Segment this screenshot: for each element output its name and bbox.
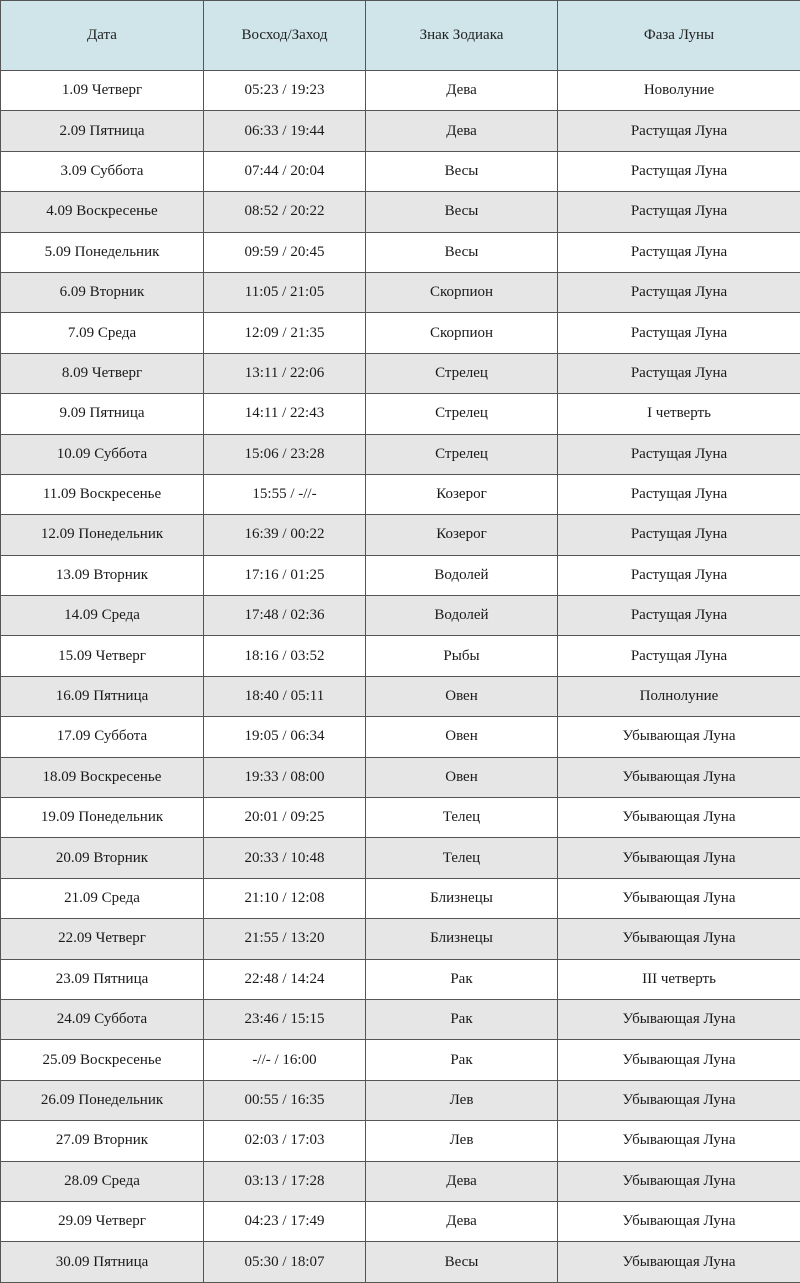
cell-rise-set: 20:01 / 09:25 [204,798,366,838]
cell-zodiac: Лев [366,1121,558,1161]
cell-date: 12.09 Понедельник [1,515,204,555]
cell-moon-phase: Растущая Луна [558,192,800,232]
cell-rise-set: 08:52 / 20:22 [204,192,366,232]
table-row [1,151,800,191]
cell-date: 22.09 Четверг [1,919,204,959]
cell-moon-phase: Растущая Луна [558,636,800,676]
cell-zodiac: Овен [366,676,558,716]
cell-zodiac: Близнецы [366,919,558,959]
cell-zodiac: Весы [366,151,558,191]
cell-date: 18.09 Воскресенье [1,757,204,797]
cell-zodiac: Стрелец [366,394,558,434]
table-row [1,1161,800,1201]
cell-date: 16.09 Пятница [1,676,204,716]
cell-rise-set: 13:11 / 22:06 [204,353,366,393]
cell-date: 10.09 Суббота [1,434,204,474]
cell-zodiac: Дева [366,71,558,111]
cell-moon-phase: Убывающая Луна [558,1161,800,1201]
table-row [1,838,800,878]
cell-moon-phase: Убывающая Луна [558,1040,800,1080]
cell-date: 3.09 Суббота [1,151,204,191]
cell-moon-phase: I четверть [558,394,800,434]
table-row [1,919,800,959]
cell-zodiac: Водолей [366,555,558,595]
cell-rise-set: 15:55 / -//- [204,474,366,514]
cell-rise-set: 16:39 / 00:22 [204,515,366,555]
cell-date: 21.09 Среда [1,878,204,918]
cell-rise-set: 19:05 / 06:34 [204,717,366,757]
cell-date: 2.09 Пятница [1,111,204,151]
cell-moon-phase: Растущая Луна [558,111,800,151]
cell-date: 7.09 Среда [1,313,204,353]
cell-date: 24.09 Суббота [1,999,204,1039]
table-row [1,71,800,111]
cell-rise-set: 15:06 / 23:28 [204,434,366,474]
cell-date: 14.09 Среда [1,596,204,636]
cell-rise-set: 18:16 / 03:52 [204,636,366,676]
cell-moon-phase: Растущая Луна [558,272,800,312]
cell-rise-set: -//- / 16:00 [204,1040,366,1080]
cell-moon-phase: Новолуние [558,71,800,111]
cell-moon-phase: Растущая Луна [558,151,800,191]
cell-date: 27.09 Вторник [1,1121,204,1161]
cell-date: 13.09 Вторник [1,555,204,595]
cell-rise-set: 12:09 / 21:35 [204,313,366,353]
cell-date: 8.09 Четверг [1,353,204,393]
table-row [1,596,800,636]
table-row [1,878,800,918]
cell-moon-phase: Растущая Луна [558,353,800,393]
cell-zodiac: Стрелец [366,353,558,393]
table-row [1,1201,800,1241]
cell-zodiac: Рак [366,1040,558,1080]
cell-rise-set: 21:55 / 13:20 [204,919,366,959]
cell-moon-phase: Убывающая Луна [558,1080,800,1120]
table-row [1,636,800,676]
cell-zodiac: Телец [366,798,558,838]
cell-zodiac: Стрелец [366,434,558,474]
table-row [1,192,800,232]
table-row [1,353,800,393]
cell-moon-phase: Растущая Луна [558,474,800,514]
cell-moon-phase: Полнолуние [558,676,800,716]
header-date: Дата [1,1,204,71]
cell-date: 5.09 Понедельник [1,232,204,272]
table-row [1,313,800,353]
cell-zodiac: Козерог [366,515,558,555]
cell-moon-phase: Убывающая Луна [558,798,800,838]
cell-rise-set: 19:33 / 08:00 [204,757,366,797]
table-row [1,676,800,716]
cell-zodiac: Рыбы [366,636,558,676]
cell-date: 25.09 Воскресенье [1,1040,204,1080]
cell-rise-set: 20:33 / 10:48 [204,838,366,878]
cell-moon-phase: III четверть [558,959,800,999]
cell-rise-set: 05:30 / 18:07 [204,1242,366,1282]
cell-moon-phase: Убывающая Луна [558,1121,800,1161]
cell-date: 4.09 Воскресенье [1,192,204,232]
table-row [1,1242,800,1282]
cell-rise-set: 05:23 / 19:23 [204,71,366,111]
cell-zodiac: Весы [366,192,558,232]
cell-date: 23.09 Пятница [1,959,204,999]
cell-zodiac: Водолей [366,596,558,636]
cell-rise-set: 00:55 / 16:35 [204,1080,366,1120]
cell-rise-set: 23:46 / 15:15 [204,999,366,1039]
table-row [1,798,800,838]
cell-rise-set: 17:48 / 02:36 [204,596,366,636]
cell-date: 26.09 Понедельник [1,1080,204,1120]
cell-rise-set: 14:11 / 22:43 [204,394,366,434]
cell-rise-set: 18:40 / 05:11 [204,676,366,716]
cell-date: 6.09 Вторник [1,272,204,312]
table-row [1,1121,800,1161]
table-row [1,394,800,434]
cell-date: 19.09 Понедельник [1,798,204,838]
cell-zodiac: Дева [366,1161,558,1201]
cell-date: 17.09 Суббота [1,717,204,757]
cell-date: 15.09 Четверг [1,636,204,676]
cell-rise-set: 11:05 / 21:05 [204,272,366,312]
cell-moon-phase: Убывающая Луна [558,1201,800,1241]
cell-date: 11.09 Воскресенье [1,474,204,514]
cell-moon-phase: Растущая Луна [558,232,800,272]
cell-date: 29.09 Четверг [1,1201,204,1241]
table-header [1,1,800,71]
cell-rise-set: 04:23 / 17:49 [204,1201,366,1241]
cell-rise-set: 06:33 / 19:44 [204,111,366,151]
cell-zodiac: Весы [366,232,558,272]
table-row [1,1040,800,1080]
cell-zodiac: Лев [366,1080,558,1120]
cell-moon-phase: Убывающая Луна [558,717,800,757]
table-row [1,434,800,474]
cell-date: 20.09 Вторник [1,838,204,878]
cell-zodiac: Рак [366,959,558,999]
cell-rise-set: 07:44 / 20:04 [204,151,366,191]
table-row [1,999,800,1039]
cell-moon-phase: Убывающая Луна [558,878,800,918]
table-row [1,555,800,595]
cell-moon-phase: Убывающая Луна [558,919,800,959]
table-body [1,71,800,1283]
header-row [1,1,800,71]
table-row [1,1080,800,1120]
cell-rise-set: 17:16 / 01:25 [204,555,366,595]
cell-zodiac: Овен [366,717,558,757]
cell-date: 9.09 Пятница [1,394,204,434]
cell-moon-phase: Растущая Луна [558,555,800,595]
cell-date: 28.09 Среда [1,1161,204,1201]
table-row [1,515,800,555]
header-moon-phase: Фаза Луны [558,1,800,71]
cell-zodiac: Скорпион [366,272,558,312]
cell-moon-phase: Убывающая Луна [558,999,800,1039]
table-row [1,272,800,312]
cell-zodiac: Дева [366,1201,558,1241]
table-row [1,717,800,757]
cell-zodiac: Овен [366,757,558,797]
cell-rise-set: 09:59 / 20:45 [204,232,366,272]
cell-zodiac: Дева [366,111,558,151]
cell-zodiac: Рак [366,999,558,1039]
cell-zodiac: Скорпион [366,313,558,353]
cell-moon-phase: Растущая Луна [558,515,800,555]
cell-rise-set: 03:13 / 17:28 [204,1161,366,1201]
cell-zodiac: Весы [366,1242,558,1282]
table-row [1,959,800,999]
cell-date: 1.09 Четверг [1,71,204,111]
table-row [1,474,800,514]
cell-moon-phase: Убывающая Луна [558,757,800,797]
cell-zodiac: Телец [366,838,558,878]
table-row [1,111,800,151]
cell-moon-phase: Растущая Луна [558,313,800,353]
cell-moon-phase: Растущая Луна [558,434,800,474]
cell-moon-phase: Растущая Луна [558,596,800,636]
cell-rise-set: 02:03 / 17:03 [204,1121,366,1161]
cell-zodiac: Козерог [366,474,558,514]
cell-date: 30.09 Пятница [1,1242,204,1282]
table-row [1,757,800,797]
cell-moon-phase: Убывающая Луна [558,838,800,878]
header-rise-set: Восход/Заход [204,1,366,71]
table-row [1,232,800,272]
cell-rise-set: 22:48 / 14:24 [204,959,366,999]
cell-rise-set: 21:10 / 12:08 [204,878,366,918]
cell-zodiac: Близнецы [366,878,558,918]
cell-moon-phase: Убывающая Луна [558,1242,800,1282]
header-zodiac: Знак Зодиака [366,1,558,71]
